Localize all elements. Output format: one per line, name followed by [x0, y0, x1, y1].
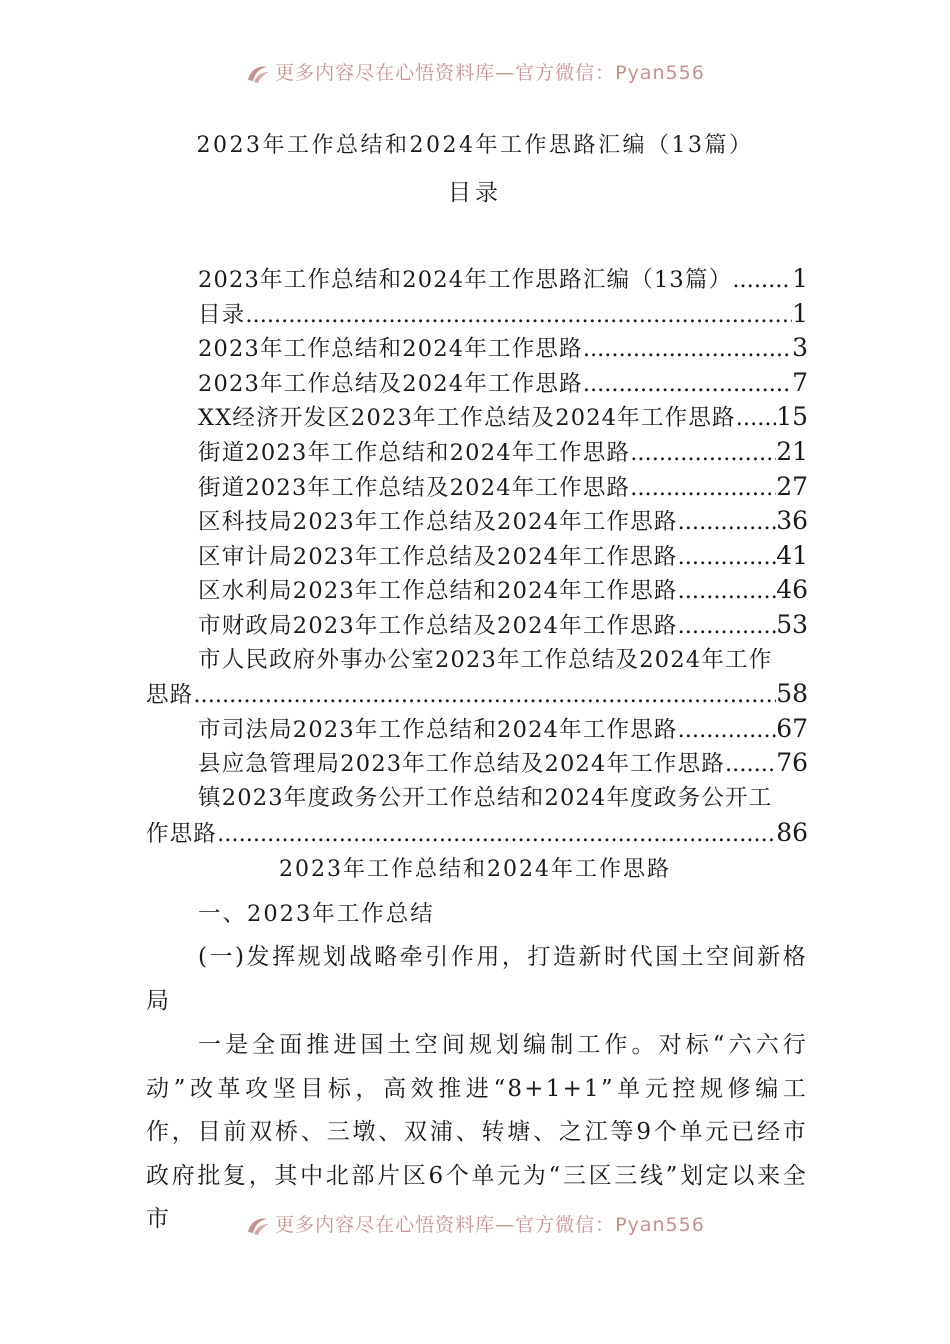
toc-leader-dots: [678, 574, 777, 608]
section-heading: 一、2023年工作总结: [198, 901, 435, 927]
toc-entry-page: 7: [792, 367, 808, 397]
toc-leader-dots: [583, 367, 792, 401]
table-of-contents: [146, 262, 808, 850]
toc-entry-title: 2023年工作总结及2024年工作思路: [198, 370, 583, 397]
toc-leader-dots: [583, 332, 792, 366]
toc-entry[interactable]: [146, 366, 808, 401]
toc-entry-page: 21: [776, 436, 808, 466]
toc-entry-title-cont: 作思路: [146, 820, 218, 847]
toc-entry-wrapped-first[interactable]: [146, 781, 808, 816]
toc-entry-title: 市人民政府外事办公室2023年工作总结及2024年工作: [198, 646, 773, 673]
body-paragraph: 一是全面推进国土空间规划编制工作。对标“六六行动”改革攻坚目标，高效推进“8+1+1”单元控规修编工作，目前双桥、三墩、双浦、转塘、之江等9个单元已经市政府批复，其中北部片区6个单元为“三区三线”划定以来全市: [146, 1032, 808, 1232]
toc-entry-title: 目录: [198, 301, 246, 328]
toc-entry[interactable]: [146, 539, 808, 574]
toc-entry-title: XX经济开发区2023年工作总结及2024年工作思路: [198, 405, 736, 432]
toc-entry-title: 镇2023年度政务公开工作总结和2024年度政务公开工: [198, 784, 773, 811]
toc-entry[interactable]: [146, 712, 808, 747]
toc-entry-page: 86: [776, 817, 808, 847]
toc-entry-wrapped-first[interactable]: [146, 643, 808, 678]
toc-entry[interactable]: [146, 470, 808, 505]
toc-leader-dots: [678, 713, 777, 747]
watermark-bottom: [0, 1210, 950, 1237]
toc-entry-page: 1: [792, 264, 808, 293]
toc-heading: 目录: [448, 180, 502, 206]
watermark-text: 更多内容尽在心悟资料库—官方微信：Pyan556: [275, 62, 705, 84]
toc-entry-title: 县应急管理局2023年工作总结及2024年工作思路: [198, 751, 726, 778]
subsection-heading: (一)发挥规划战略牵引作用，打造新时代国土空间新格局: [146, 944, 808, 1014]
toc-entry-page: 36: [776, 506, 808, 536]
toc-entry-page: 76: [776, 748, 808, 778]
toc-leader-dots: [678, 540, 777, 574]
toc-entry-wrapped-second[interactable]: [146, 677, 808, 712]
toc-leader-dots: [245, 298, 792, 332]
toc-entry-page: 53: [776, 609, 808, 639]
toc-entry-title: 区审计局2023年工作总结及2024年工作思路: [198, 543, 678, 570]
toc-entry-page: 41: [776, 540, 808, 570]
toc-entry-page: 3: [792, 333, 808, 363]
document-title: 2023年工作总结和2024年工作思路汇编（13篇）: [196, 133, 754, 158]
toc-leader-dots: [193, 678, 776, 712]
toc-entry[interactable]: [146, 331, 808, 366]
toc-entry[interactable]: [146, 400, 808, 435]
logo-icon: [245, 63, 271, 85]
toc-entry[interactable]: [146, 573, 808, 608]
toc-entry-title: 区科技局2023年工作总结及2024年工作思路: [198, 509, 678, 536]
toc-entry[interactable]: [146, 297, 808, 332]
watermark-text: 更多内容尽在心悟资料库—官方微信：Pyan556: [275, 1214, 705, 1236]
watermark-top: [0, 58, 950, 85]
toc-entry-title: 市司法局2023年工作总结和2024年工作思路: [198, 716, 678, 743]
toc-entry-page: 58: [776, 679, 808, 709]
toc-leader-dots: [217, 817, 776, 851]
body-heading: 2023年工作总结和2024年工作思路: [279, 857, 671, 882]
toc-entry-title: 2023年工作总结和2024年工作思路汇编（13篇）: [198, 267, 733, 293]
toc-entry-title-cont: 思路: [146, 682, 194, 709]
toc-leader-dots: [630, 471, 776, 505]
toc-entry-page: 46: [776, 575, 808, 605]
toc-entry-title: 街道2023年工作总结和2024年工作思路: [198, 439, 631, 466]
toc-entry-title: 区水利局2023年工作总结和2024年工作思路: [198, 578, 678, 605]
toc-entry[interactable]: [146, 435, 808, 470]
toc-leader-dots: [736, 401, 776, 435]
toc-leader-dots: [678, 609, 777, 643]
toc-entry-page: 27: [776, 471, 808, 501]
toc-entry[interactable]: [146, 608, 808, 643]
toc-entry[interactable]: [146, 262, 808, 297]
toc-entry-title: 2023年工作总结和2024年工作思路: [198, 336, 583, 363]
toc-entry-page: 15: [776, 402, 808, 432]
toc-leader-dots: [630, 436, 776, 470]
toc-entry-page: 1: [792, 298, 808, 328]
logo-icon: [245, 1215, 271, 1237]
toc-entry[interactable]: [146, 504, 808, 539]
toc-leader-dots: [732, 263, 792, 297]
toc-entry-title: 市财政局2023年工作总结及2024年工作思路: [198, 612, 678, 639]
toc-entry-wrapped-second[interactable]: [146, 816, 808, 851]
toc-leader-dots: [725, 747, 776, 781]
toc-entry[interactable]: [146, 746, 808, 781]
toc-entry-page: 67: [776, 713, 808, 743]
toc-entry-title: 街道2023年工作总结及2024年工作思路: [198, 474, 631, 501]
toc-leader-dots: [678, 505, 777, 539]
